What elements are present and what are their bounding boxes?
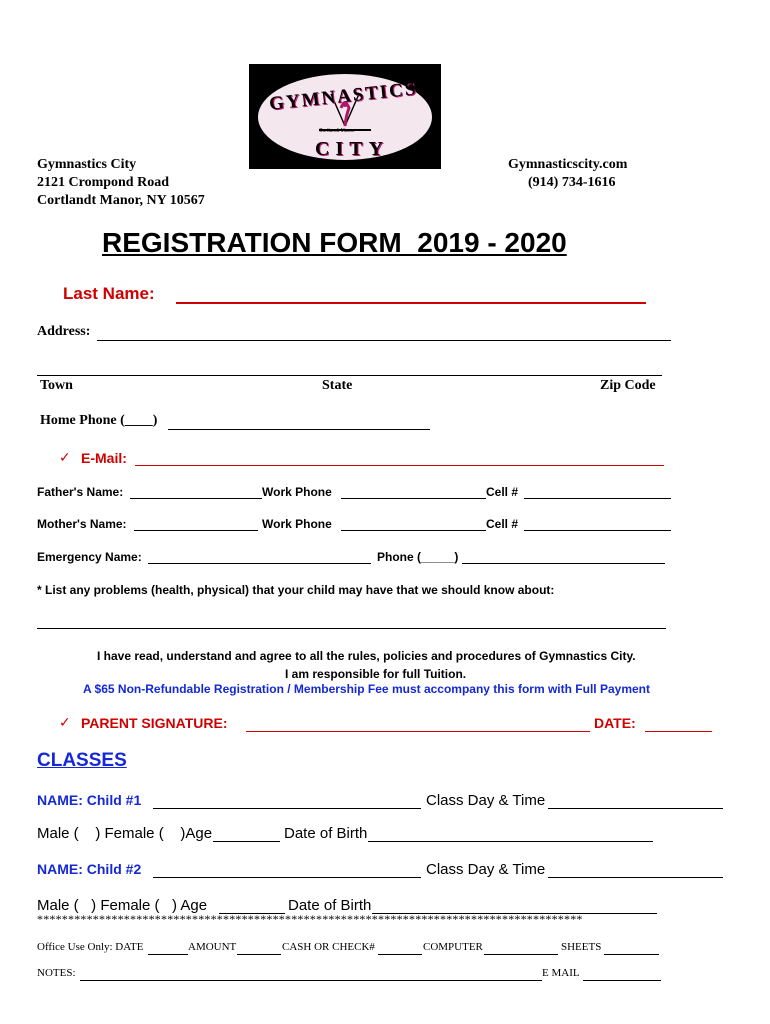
office-sheets-line[interactable]	[604, 954, 659, 955]
stars-divider: ****************************************************************************************	[37, 912, 583, 926]
home-phone-line[interactable]	[168, 429, 430, 430]
father-name-line[interactable]	[130, 498, 262, 499]
emergency-name-label: Emergency Name:	[37, 550, 142, 564]
child2-day-time-label: Class Day & Time	[426, 861, 546, 878]
classes-heading: CLASSES	[37, 750, 127, 771]
child1-dob-label: Date of Birth	[284, 825, 368, 842]
father-work-label: Work Phone	[262, 485, 332, 499]
office-computer-line[interactable]	[484, 954, 558, 955]
logo-text-city: CITY	[315, 138, 390, 160]
town-label: Town	[40, 378, 73, 393]
child1-age-line[interactable]	[213, 841, 280, 842]
office-notes-label: NOTES:	[37, 967, 76, 979]
email-label: E-Mail:	[81, 450, 127, 466]
emergency-phone-line[interactable]	[462, 563, 665, 564]
emergency-phone-label: Phone (_____)	[377, 550, 459, 564]
agreement-fee: A $65 Non-Refundable Registration / Membership Fee must accompany this form with Full Payment	[83, 682, 650, 696]
mother-name-label: Mother's Name:	[37, 517, 127, 531]
office-sheets-label: SHEETS	[561, 941, 602, 953]
last-name-line[interactable]	[176, 302, 646, 304]
logo-text-gymnastics: GYMNASTICS	[268, 78, 419, 115]
state-label: State	[322, 378, 353, 393]
mother-work-label: Work Phone	[262, 517, 332, 531]
office-date-line[interactable]	[148, 954, 188, 955]
child2-dob-label: Date of Birth	[288, 897, 372, 914]
mother-name-line[interactable]	[134, 530, 258, 531]
date-line[interactable]	[645, 731, 712, 732]
contact-city: Cortlandt Manor, NY 10567	[37, 193, 205, 208]
problems-line[interactable]	[37, 628, 666, 629]
signature-check-icon: ✓	[59, 714, 71, 730]
child1-gender-age-label: Male ( ) Female ( )Age	[37, 825, 213, 842]
mother-cell-line[interactable]	[524, 530, 671, 531]
last-name-label: Last Name:	[63, 284, 155, 303]
child2-name-label: NAME: Child #2	[37, 861, 142, 877]
office-amount-line[interactable]	[237, 954, 281, 955]
office-cash-line[interactable]	[378, 954, 422, 955]
contact-name: Gymnastics City	[37, 157, 137, 172]
email-line[interactable]	[135, 465, 664, 466]
father-name-label: Father's Name:	[37, 485, 124, 499]
emergency-name-line[interactable]	[148, 563, 371, 564]
contact-phone: (914) 734-1616	[528, 175, 616, 190]
contact-street: 2121 Crompond Road	[37, 175, 169, 190]
child1-day-time-line[interactable]	[548, 808, 723, 809]
logo-small-text: Cortlandt Manor	[319, 128, 355, 134]
agreement-line-2: I am responsible for full Tuition.	[285, 667, 467, 681]
father-cell-label: Cell #	[486, 485, 519, 499]
office-computer-label: COMPUTER	[423, 941, 483, 953]
father-work-line[interactable]	[341, 498, 486, 499]
child2-gender-age-label: Male ( ) Female ( ) Age	[37, 897, 208, 914]
contact-website: Gymnasticscity.com	[508, 157, 628, 172]
address-label: Address:	[37, 324, 91, 339]
email-check-icon: ✓	[59, 449, 71, 465]
child1-day-time-label: Class Day & Time	[426, 792, 546, 809]
child2-name-line[interactable]	[153, 877, 421, 878]
address-line-2[interactable]	[37, 375, 662, 376]
zip-label: Zip Code	[600, 378, 656, 393]
signature-label: PARENT SIGNATURE:	[81, 715, 228, 731]
child2-day-time-line[interactable]	[548, 877, 723, 878]
child1-dob-line[interactable]	[368, 841, 653, 842]
office-amount-label: AMOUNT	[188, 941, 237, 953]
mother-work-line[interactable]	[341, 530, 486, 531]
office-notes-line[interactable]	[80, 980, 542, 981]
child1-name-label: NAME: Child #1	[37, 792, 142, 808]
office-cash-label: CASH OR CHECK#	[282, 941, 375, 953]
office-date-label: Office Use Only: DATE	[37, 941, 144, 953]
office-email-line[interactable]	[583, 980, 661, 981]
home-phone-label: Home Phone (____)	[40, 413, 158, 428]
date-label: DATE:	[594, 715, 636, 731]
child1-name-line[interactable]	[153, 808, 421, 809]
father-cell-line[interactable]	[524, 498, 671, 499]
page-title: REGISTRATION FORM 2019 - 2020	[102, 227, 567, 258]
agreement-line-1: I have read, understand and agree to all the rules, policies and procedures of Gymnastics City.	[97, 649, 636, 663]
logo	[249, 64, 441, 169]
address-line[interactable]	[97, 340, 671, 341]
mother-cell-label: Cell #	[486, 517, 519, 531]
office-email-label: E MAIL	[542, 967, 580, 979]
problems-label: * List any problems (health, physical) that your child may have that we should know about:	[37, 583, 555, 597]
signature-line[interactable]	[246, 731, 590, 732]
